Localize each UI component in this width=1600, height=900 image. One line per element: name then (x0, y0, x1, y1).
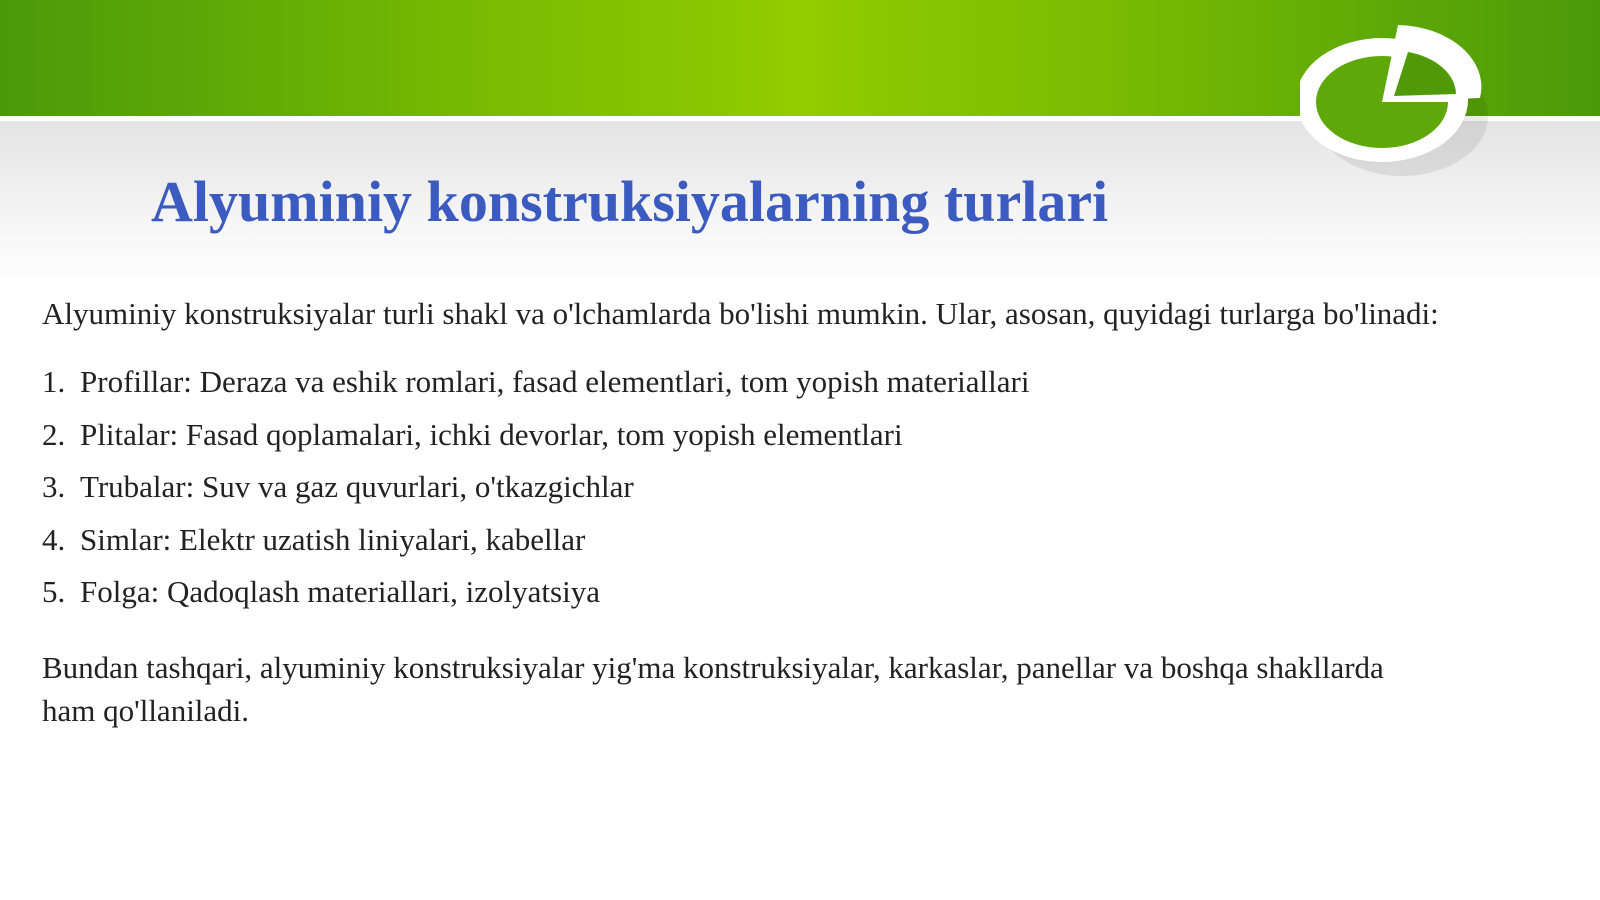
list-text: Simlar: Elektr uzatish liniyalari, kabellar (80, 521, 586, 557)
intro-paragraph: Alyuminiy konstruksiyalar turli shakl va o'lchamlarda bo'lishi mumkin. Ular, asosan, quyidagi turlarga bo'linadi: (42, 296, 1439, 331)
list-number: 3. (42, 469, 66, 504)
list-text: Folga: Qadoqlash materiallari, izolyatsiya (80, 574, 600, 609)
list-item (42, 522, 1029, 575)
closing-paragraph: Bundan tashqari, alyuminiy konstruksiyalar yig'ma konstruksiyalar, karkaslar, panellar va boshqa shakllarda ham qo'llaniladi. (42, 650, 1384, 728)
list-item (42, 469, 1029, 522)
list-number: 2. (42, 416, 66, 452)
pie-chart-logo-icon (1300, 20, 1510, 180)
types-list (42, 364, 1029, 627)
list-number: 1. (42, 364, 66, 399)
list-text: Profillar: Deraza va eshik romlari, fasad elementlari, tom yopish materiallari (80, 364, 1030, 399)
list-number: 5. (42, 574, 66, 609)
list-item (42, 364, 1029, 417)
list-text: Trubalar: Suv va gaz quvurlari, o'tkazgichlar (80, 469, 634, 504)
list-item (42, 417, 1029, 470)
list-number: 4. (42, 521, 66, 557)
slide-title: Alyuminiy konstruksiyalarning turlari (151, 169, 1109, 234)
list-text: Plitalar: Fasad qoplamalari, ichki devorlar, tom yopish elementlari (80, 416, 903, 452)
list-item (42, 574, 1029, 627)
